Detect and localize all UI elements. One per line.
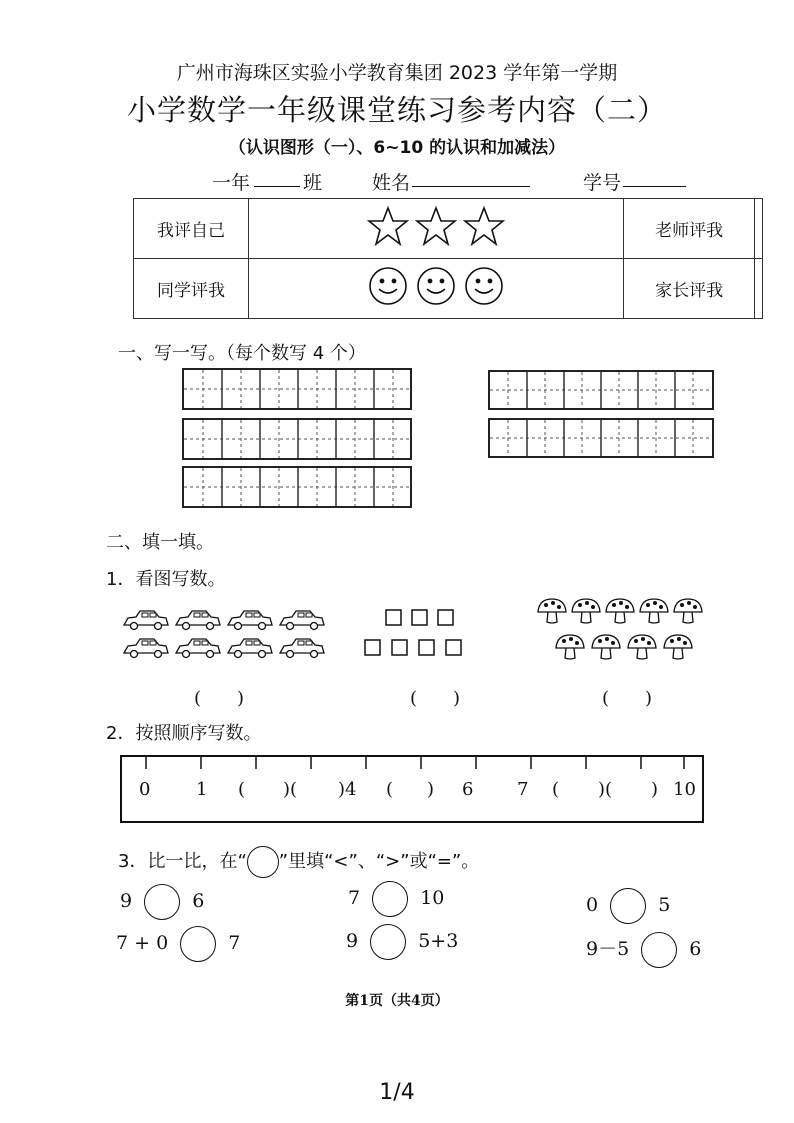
writing-grid-9[interactable] bbox=[488, 370, 714, 410]
compare-4 bbox=[116, 926, 240, 962]
q3-text-pre: 3．比一比，在“ bbox=[118, 851, 247, 872]
mushroom-icon bbox=[556, 635, 584, 659]
grade-label: 一年 bbox=[212, 172, 251, 194]
circle-icon bbox=[247, 846, 279, 878]
square-icon bbox=[412, 610, 427, 625]
class-label: 班 bbox=[303, 172, 323, 194]
compare-1 bbox=[120, 884, 204, 920]
compare-left: 7 bbox=[348, 887, 361, 909]
nl-1: 1 bbox=[196, 779, 208, 800]
nl-10: 10 bbox=[673, 779, 696, 800]
answer-cars[interactable]: ( ) bbox=[193, 688, 245, 709]
car-icon bbox=[124, 639, 168, 658]
mushroom-icon bbox=[572, 599, 600, 623]
nl-0: 0 bbox=[139, 779, 151, 800]
car-icon bbox=[280, 611, 324, 630]
classmate-eval-label: 同学评我 bbox=[134, 259, 249, 319]
mushroom-icon bbox=[664, 635, 692, 659]
mushroom-icon bbox=[592, 635, 620, 659]
square-icon bbox=[438, 610, 453, 625]
section2-title: 二、填一填。 bbox=[106, 532, 214, 553]
writing-grid-8[interactable] bbox=[182, 466, 412, 508]
self-eval-label: 我评自己 bbox=[134, 199, 249, 259]
mushroom-icon bbox=[538, 599, 566, 623]
square-icon bbox=[392, 640, 407, 655]
car-icon bbox=[176, 639, 220, 658]
q3-title bbox=[118, 846, 479, 878]
number-blank[interactable] bbox=[623, 168, 686, 192]
smiley-icon bbox=[370, 268, 406, 304]
section1-title: 一、写一写。（每个数写 4 个） bbox=[118, 343, 366, 364]
smiley-rating[interactable] bbox=[249, 259, 624, 319]
star-icon bbox=[369, 208, 407, 244]
mushroom-icon bbox=[640, 599, 668, 623]
compare-answer-circle[interactable] bbox=[372, 881, 408, 917]
compare-answer-circle[interactable] bbox=[144, 884, 180, 920]
car-icon bbox=[280, 639, 324, 658]
compare-2 bbox=[348, 881, 444, 917]
class-blank[interactable] bbox=[254, 168, 300, 192]
star-icon bbox=[417, 208, 455, 244]
nl-blank-5-open[interactable]: ( bbox=[386, 779, 394, 800]
page-subtitle: （认识图形（一）、6~10 的认识和加减法） bbox=[228, 138, 566, 158]
parent-eval-cell[interactable] bbox=[755, 259, 763, 319]
square-icon bbox=[386, 610, 401, 625]
compare-5 bbox=[346, 924, 458, 960]
car-icon bbox=[124, 611, 168, 630]
compare-left: 9 bbox=[346, 930, 359, 952]
square-icon bbox=[365, 640, 380, 655]
nl-6: 6 bbox=[462, 779, 474, 800]
parent-eval-label: 家长评我 bbox=[624, 259, 755, 319]
square-icon bbox=[446, 640, 461, 655]
nl-blank-8-open[interactable]: ( bbox=[552, 779, 560, 800]
compare-left: 0 bbox=[586, 894, 599, 916]
mushroom-icon bbox=[674, 599, 702, 623]
compare-left: 9 bbox=[120, 890, 133, 912]
teacher-eval-cell[interactable] bbox=[755, 199, 763, 259]
star-icons bbox=[366, 204, 506, 248]
nl-blank-2-open[interactable]: ( bbox=[238, 779, 246, 800]
nl-7: 7 bbox=[517, 779, 529, 800]
mushroom-icon bbox=[606, 599, 634, 623]
compare-right: 5 bbox=[658, 894, 671, 916]
compare-answer-circle[interactable] bbox=[180, 926, 216, 962]
writing-grid-7[interactable] bbox=[182, 418, 412, 460]
answer-mushrooms[interactable]: ( ) bbox=[601, 688, 653, 709]
car-icons bbox=[122, 605, 328, 661]
answer-squares[interactable]: ( ) bbox=[409, 688, 461, 709]
car-icon bbox=[176, 611, 220, 630]
star-rating[interactable] bbox=[249, 199, 624, 259]
nl-blank-5-close[interactable]: ) bbox=[427, 779, 435, 800]
number-line-ticks bbox=[122, 757, 702, 771]
compare-answer-circle[interactable] bbox=[610, 888, 646, 924]
nl-blank-3[interactable]: )( bbox=[283, 779, 298, 800]
q2-title: 2．按照顺序写数。 bbox=[106, 723, 262, 744]
evaluation-table bbox=[133, 198, 763, 319]
number-line-box bbox=[120, 755, 704, 823]
compare-answer-circle[interactable] bbox=[370, 924, 406, 960]
number-label: 学号 bbox=[583, 172, 622, 194]
page-footer: 第1页（共4页） bbox=[345, 993, 449, 1009]
name-blank[interactable] bbox=[412, 168, 530, 192]
compare-right: 6 bbox=[689, 938, 702, 960]
q1-title: 1．看图写数。 bbox=[106, 569, 226, 590]
nl-4: )4 bbox=[338, 779, 357, 800]
square-icon bbox=[419, 640, 434, 655]
writing-grid-10[interactable] bbox=[488, 418, 714, 458]
nl-blank-9[interactable]: )( bbox=[598, 779, 613, 800]
header-line1: 广州市海珠区实验小学教育集团 2023 学年第一学期 bbox=[176, 62, 618, 84]
nl-blank-9-close[interactable]: ) bbox=[651, 779, 659, 800]
q3-text-post: ”里填“<”、“>”或“=”。 bbox=[278, 851, 480, 872]
compare-right: 5+3 bbox=[418, 930, 459, 952]
mushroom-icons bbox=[535, 596, 711, 670]
writing-grid-6[interactable] bbox=[182, 368, 412, 410]
compare-right: 7 bbox=[228, 932, 241, 954]
smiley-icon bbox=[466, 268, 502, 304]
car-icon bbox=[228, 611, 272, 630]
smiley-icon bbox=[418, 268, 454, 304]
star-icon bbox=[465, 208, 503, 244]
page-title: 小学数学一年级课堂练习参考内容（二） bbox=[126, 93, 667, 127]
compare-right: 10 bbox=[420, 887, 445, 909]
compare-6 bbox=[586, 932, 701, 968]
compare-answer-circle[interactable] bbox=[641, 932, 677, 968]
compare-left: 9－5 bbox=[586, 938, 630, 960]
name-label: 姓名 bbox=[372, 172, 411, 194]
smiley-icons bbox=[366, 264, 506, 308]
compare-3 bbox=[586, 888, 670, 924]
teacher-eval-label: 老师评我 bbox=[624, 199, 755, 259]
compare-left: 7 + 0 bbox=[116, 932, 169, 954]
square-icons bbox=[362, 608, 480, 658]
compare-right: 6 bbox=[192, 890, 205, 912]
mushroom-icon bbox=[628, 635, 656, 659]
car-icon bbox=[228, 639, 272, 658]
page-indicator: 1/4 bbox=[379, 1080, 415, 1105]
